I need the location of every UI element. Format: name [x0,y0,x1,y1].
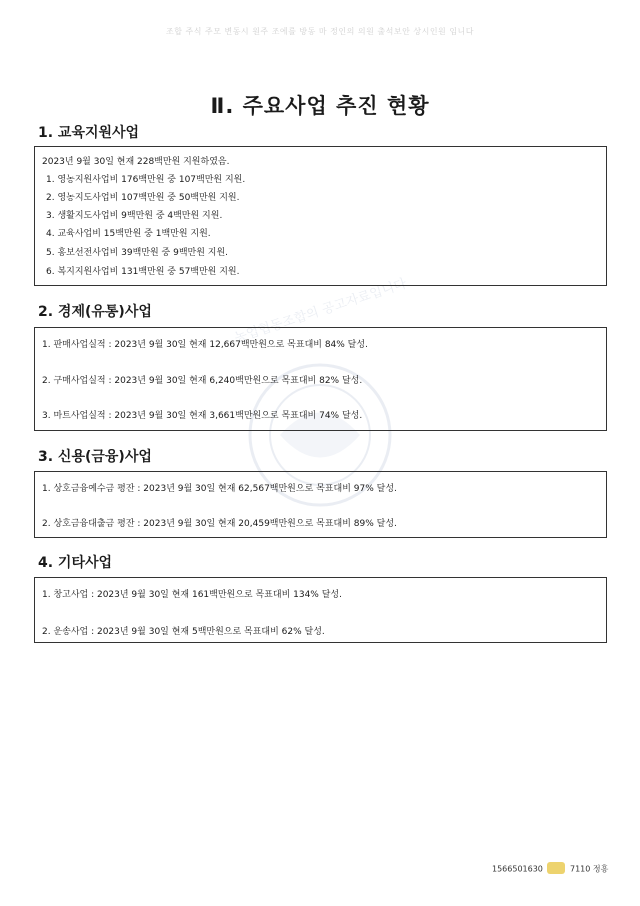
section-heading-credit: 3. 신용(금융)사업 [38,449,152,465]
seal-icon [547,862,565,874]
education-intro: 2023년 9월 30일 현재 228백만원 지원하였음. [42,157,230,167]
economy-box [34,327,607,431]
section-heading-other: 4. 기타사업 [38,555,113,571]
credit-box [34,471,607,538]
education-item: 2. 영농지도사업비 107백만원 중 50백만원 지원. [46,193,240,203]
education-item: 5. 홍보선전사업비 39백만원 중 9백만원 지원. [46,248,229,258]
credit-item: 2. 상호금융대출금 평잔 : 2023년 9월 30일 현재 20,459백만원으로 목표대비 89% 달성. [42,519,397,529]
page-title: Ⅱ. 주요사업 추진 현황 [210,94,430,119]
economy-item: 2. 구매사업실적 : 2023년 9월 30일 현재 6,240백만원으로 목표대비 82% 달성. [42,376,363,386]
education-item: 3. 생활지도사업비 9백만원 중 4백만원 지원. [46,211,223,221]
section-heading-education: 1. 교육지원사업 [38,125,140,141]
other-item: 1. 창고사업 : 2023년 9월 30일 현재 161백만원으로 목표대비 134% 달성. [42,590,342,600]
education-item: 6. 복지지원사업비 131백만원 중 57백만원 지원. [46,267,240,277]
education-support-box [34,146,607,286]
credit-item: 1. 상호금융예수금 평잔 : 2023년 9월 30일 현재 62,567백만원으로 목표대비 97% 달성. [42,484,397,494]
header-note: 조합 주식 주모 변동시 원주 조에를 방동 마 정인의 의원 출석보안 상시인원 임니다 [165,27,475,36]
footer-stamp [492,863,608,875]
other-item: 2. 운송사업 : 2023년 9월 30일 현재 5백만원으로 목표대비 62% 달성. [42,627,325,637]
watermark-text: 농업협동조합의 공고자료입니다 [232,276,409,347]
education-item: 1. 영농지원사업비 176백만원 중 107백만원 지원. [46,175,246,185]
section-heading-economy: 2. 경제(유통)사업 [38,304,152,320]
other-business-box [34,577,607,643]
footer-stamp-code: 7110 [570,864,591,874]
economy-item: 3. 마트사업실적 : 2023년 9월 30일 현재 3,661백만원으로 목표대비 74% 달성. [42,411,363,421]
footer-stamp-name: 정흥 [592,864,609,874]
economy-item: 1. 판매사업실적 : 2023년 9월 30일 현재 12,667백만원으로 목표대비 84% 달성. [42,340,368,350]
footer-id-number: 1566501630 [492,864,543,874]
education-item: 4. 교육사업비 15백만원 중 1백만원 지원. [46,229,211,239]
